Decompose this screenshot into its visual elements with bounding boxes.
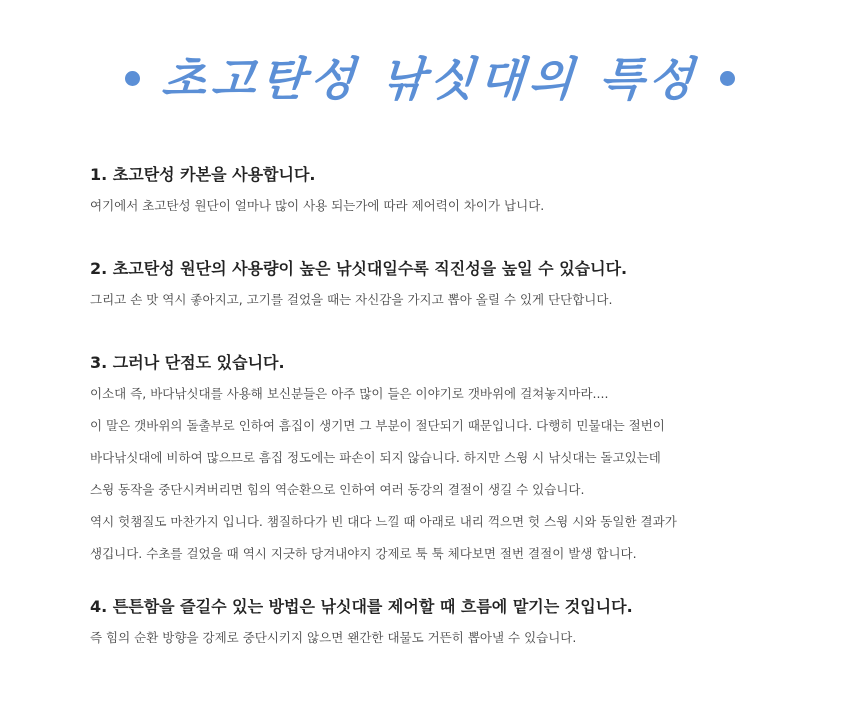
section-3 [90,348,830,570]
section-2 [90,254,830,316]
body-line: 즉 힘의 순환 방향을 강제로 중단시키지 않으면 왠간한 대물도 거뜬히 뽑아낼 수 있습니다. [90,630,577,645]
section-heading: 3. 그러나 단점도 있습니다. [90,353,285,372]
body-line: 역시 헛챔질도 마찬가지 입니다. 챔질하다가 빈 대다 느낄 때 아래로 내리 꺽으면 헛 스윙 시와 동일한 결과가 [90,514,677,529]
section-body [90,378,830,570]
body-line: 여기에서 초고탄성 원단이 얼마나 많이 사용 되는가에 따라 제어력이 차이가 납니다. [90,198,545,213]
body-line: 바다낚싯대에 비하여 많으므로 흠집 정도에는 파손이 되지 않습니다. 하지만 스윙 시 낚싯대는 돌고있는데 [90,450,661,465]
body-line: 그리고 손 맛 역시 좋아지고, 고기를 걸었을 때는 자신감을 가지고 뽑아 올릴 수 있게 단단합니다. [90,292,613,307]
title-bullet-right-icon [720,71,735,86]
section-heading: 1. 초고탄성 카본을 사용합니다. [90,165,316,184]
body-line: 생깁니다. 수초를 걸었을 때 역시 지긋하 당겨내야지 강제로 툭 툭 체다보면 절번 결절이 발생 합니다. [90,546,637,561]
section-heading: 2. 초고탄성 원단의 사용량이 높은 낚싯대일수록 직진성을 높일 수 있습니다. [90,259,628,278]
article-body [90,160,830,654]
title-bullet-left-icon [125,71,140,86]
body-line: 스윙 동작을 중단시켜버리면 힘의 역순환으로 인하여 여러 동강의 결절이 생길 수 있습니다. [90,482,585,497]
title-banner [0,36,860,116]
page-title: 초고탄성 낚싯대의 특성 [159,52,700,106]
section-body [90,284,830,316]
body-line: 이소대 즉, 바다낚싯대를 사용해 보신분들은 아주 많이 들은 이야기로 갯바위에 걸쳐놓지마라.... [90,386,609,401]
section-body [90,622,830,654]
section-4 [90,592,830,654]
section-1 [90,160,830,222]
section-heading: 4. 튼튼함을 즐길수 있는 방법은 낚싯대를 제어할 때 흐름에 맡기는 것입니다. [90,597,633,616]
body-line: 이 말은 갯바위의 돌출부로 인하여 흠집이 생기면 그 부분이 절단되기 때문입니다. 다행히 민물대는 절번이 [90,418,665,433]
section-body [90,190,830,222]
